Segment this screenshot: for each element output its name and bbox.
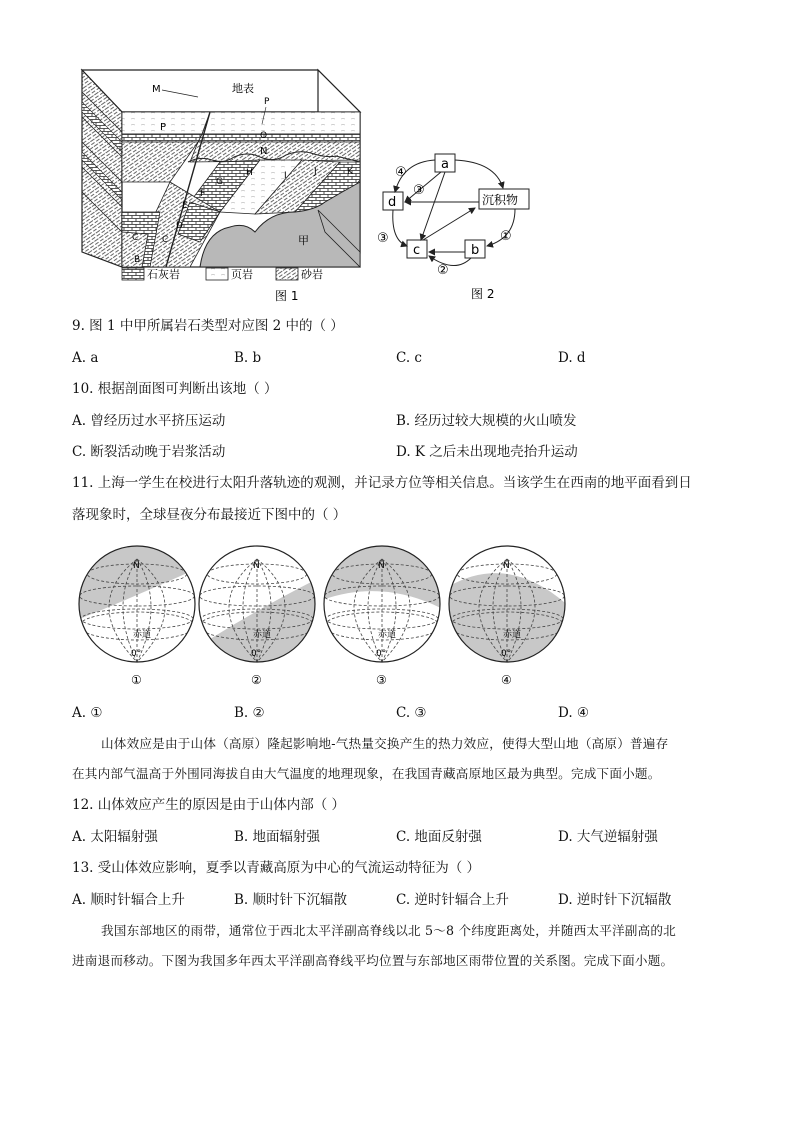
label-K: K <box>347 167 353 177</box>
globe-equator-label: 赤道 <box>503 630 522 640</box>
q11-option-c[interactable]: C. ③ <box>396 705 427 721</box>
globe-number: ③ <box>376 673 387 687</box>
q11-option-d[interactable]: D. ④ <box>558 705 590 721</box>
svg-text:b: b <box>471 243 480 258</box>
q11-option-b[interactable]: B. ② <box>234 705 265 721</box>
globe-2 <box>187 546 327 687</box>
legend-shale: 页岩 <box>231 268 253 281</box>
arrow-3b: ③ <box>377 231 389 246</box>
q9-option-c[interactable]: C. c <box>396 350 422 366</box>
q10-option-b[interactable]: B. 经历过较大规模的火山喷发 <box>396 413 577 429</box>
q9-stem: 9. 图 1 中甲所属岩石类型对应图 2 中的（ ） <box>72 318 344 334</box>
label-B: B <box>134 255 141 265</box>
globe-equator-label: 赤道 <box>378 630 397 640</box>
globe-3 <box>312 542 452 687</box>
figure1-caption: 图 1 <box>275 289 299 303</box>
globe-north-label: N <box>503 561 510 571</box>
globe-meridian-label: 0° <box>376 649 387 659</box>
passage1-line1: 山体效应是由于山体（高原）隆起影响地-气热量交换产生的热力效应，使得大型山地（高原）普遍存 <box>101 736 669 751</box>
svg-text:a: a <box>441 157 449 172</box>
arrow-4: ④ <box>395 165 407 180</box>
arrow-3a: ③ <box>413 183 425 198</box>
q10-option-d[interactable]: D. K 之后未出现地壳抬升运动 <box>396 444 578 460</box>
label-P-left: P <box>160 122 167 133</box>
globe-meridian-label: 0° <box>131 649 142 659</box>
label-C1: C <box>132 233 139 243</box>
q12-option-c[interactable]: C. 地面反射强 <box>396 829 482 845</box>
q13-option-b[interactable]: B. 顺时针下沉辐散 <box>234 892 348 908</box>
label-jia: 甲 <box>298 234 309 247</box>
q13-option-a[interactable]: A. 顺时针辐合上升 <box>72 892 185 908</box>
q10-option-a[interactable]: A. 曾经历过水平挤压运动 <box>72 413 226 429</box>
legend-sandstone: 砂岩 <box>301 268 323 281</box>
globe-number: ④ <box>501 673 512 687</box>
q9-option-a[interactable]: A. a <box>72 350 99 366</box>
q13-option-c[interactable]: C. 逆时针辐合上升 <box>396 892 509 908</box>
label-P-top: P <box>264 97 270 107</box>
label-N: N <box>260 146 268 157</box>
svg-text:沉积物: 沉积物 <box>482 193 519 207</box>
globe-equator-label: 赤道 <box>133 630 152 640</box>
globe-4 <box>437 542 572 687</box>
globe-number: ① <box>131 673 142 687</box>
label-I: I <box>284 171 287 181</box>
label-H: H <box>246 168 253 178</box>
label-M: M <box>152 84 161 95</box>
q12-option-d[interactable]: D. 大气逆辐射强 <box>558 829 658 845</box>
label-surface: 地表 <box>232 82 254 95</box>
q9-option-b[interactable]: B. b <box>234 350 262 366</box>
globe-meridian-label: 0° <box>251 649 262 659</box>
svg-text:d: d <box>388 195 397 210</box>
label-D: D <box>176 221 183 231</box>
label-O: O <box>260 131 268 141</box>
q10-stem: 10. 根据剖面图可判断出该地（ ） <box>72 381 278 397</box>
label-G: G <box>216 177 223 187</box>
globe-number: ② <box>251 673 262 687</box>
figure2-caption: 图 2 <box>471 287 495 301</box>
q11-stem-line1: 11. 上海一学生在校进行太阳升落轨迹的观测，并记录方位等相关信息。当该学生在西南的地平面看到日 <box>72 475 692 491</box>
q12-option-b[interactable]: B. 地面辐射强 <box>234 829 321 845</box>
globe-north-label: N <box>133 561 140 571</box>
globe-equator-label: 赤道 <box>253 630 272 640</box>
passage1-line2: 在其内部气温高于外围同海拔自由大气温度的地理现象，在我国青藏高原地区最为典型。完成下面小题。 <box>72 766 661 781</box>
q11-option-a[interactable]: A. ① <box>72 705 103 721</box>
q12-stem: 12. 山体效应产生的原因是由于山体内部（ ） <box>72 797 346 813</box>
legend-shale-swatch <box>206 268 228 280</box>
legend-limestone: 石灰岩 <box>147 268 180 281</box>
q11-globes-figure <box>72 542 572 692</box>
globe-meridian-label: 0° <box>501 649 512 659</box>
legend-sandstone-swatch <box>276 268 298 280</box>
globe-north-label: N <box>253 561 260 571</box>
q9-option-d[interactable]: D. d <box>558 350 586 366</box>
arrow-2: ② <box>437 263 449 278</box>
q12-option-a[interactable]: A. 太阳辐射强 <box>72 829 158 845</box>
arrow-1: ① <box>500 229 512 244</box>
legend-limestone-swatch <box>122 268 144 280</box>
label-J: J <box>314 167 317 177</box>
label-C2: C <box>162 235 169 245</box>
svg-text:c: c <box>413 243 421 258</box>
q11-stem-line2: 落现象时，全球昼夜分布最接近下图中的（ ） <box>72 507 347 523</box>
q13-stem: 13. 受山体效应影响，夏季以青藏高原为中心的气流运动特征为（ ） <box>72 860 481 876</box>
globe-1 <box>72 542 207 687</box>
label-E: E <box>182 201 188 211</box>
label-F: F <box>200 189 206 199</box>
figure2-rock-cycle <box>375 148 535 308</box>
q10-option-c[interactable]: C. 断裂活动晚于岩浆活动 <box>72 444 226 460</box>
passage2-line2: 进南退而移动。下图为我国多年西太平洋副高脊线平均位置与东部地区雨带位置的关系图。完成下面小题。 <box>72 953 674 968</box>
figure1-block-diagram <box>70 62 380 312</box>
passage2-line1: 我国东部地区的雨带，通常位于西北太平洋副高脊线以北 5～8 个纬度距离处，并随西太平洋副高的北 <box>101 923 676 938</box>
globe-north-label: N <box>378 561 385 571</box>
q13-option-d[interactable]: D. 逆时针下沉辐散 <box>558 892 672 908</box>
